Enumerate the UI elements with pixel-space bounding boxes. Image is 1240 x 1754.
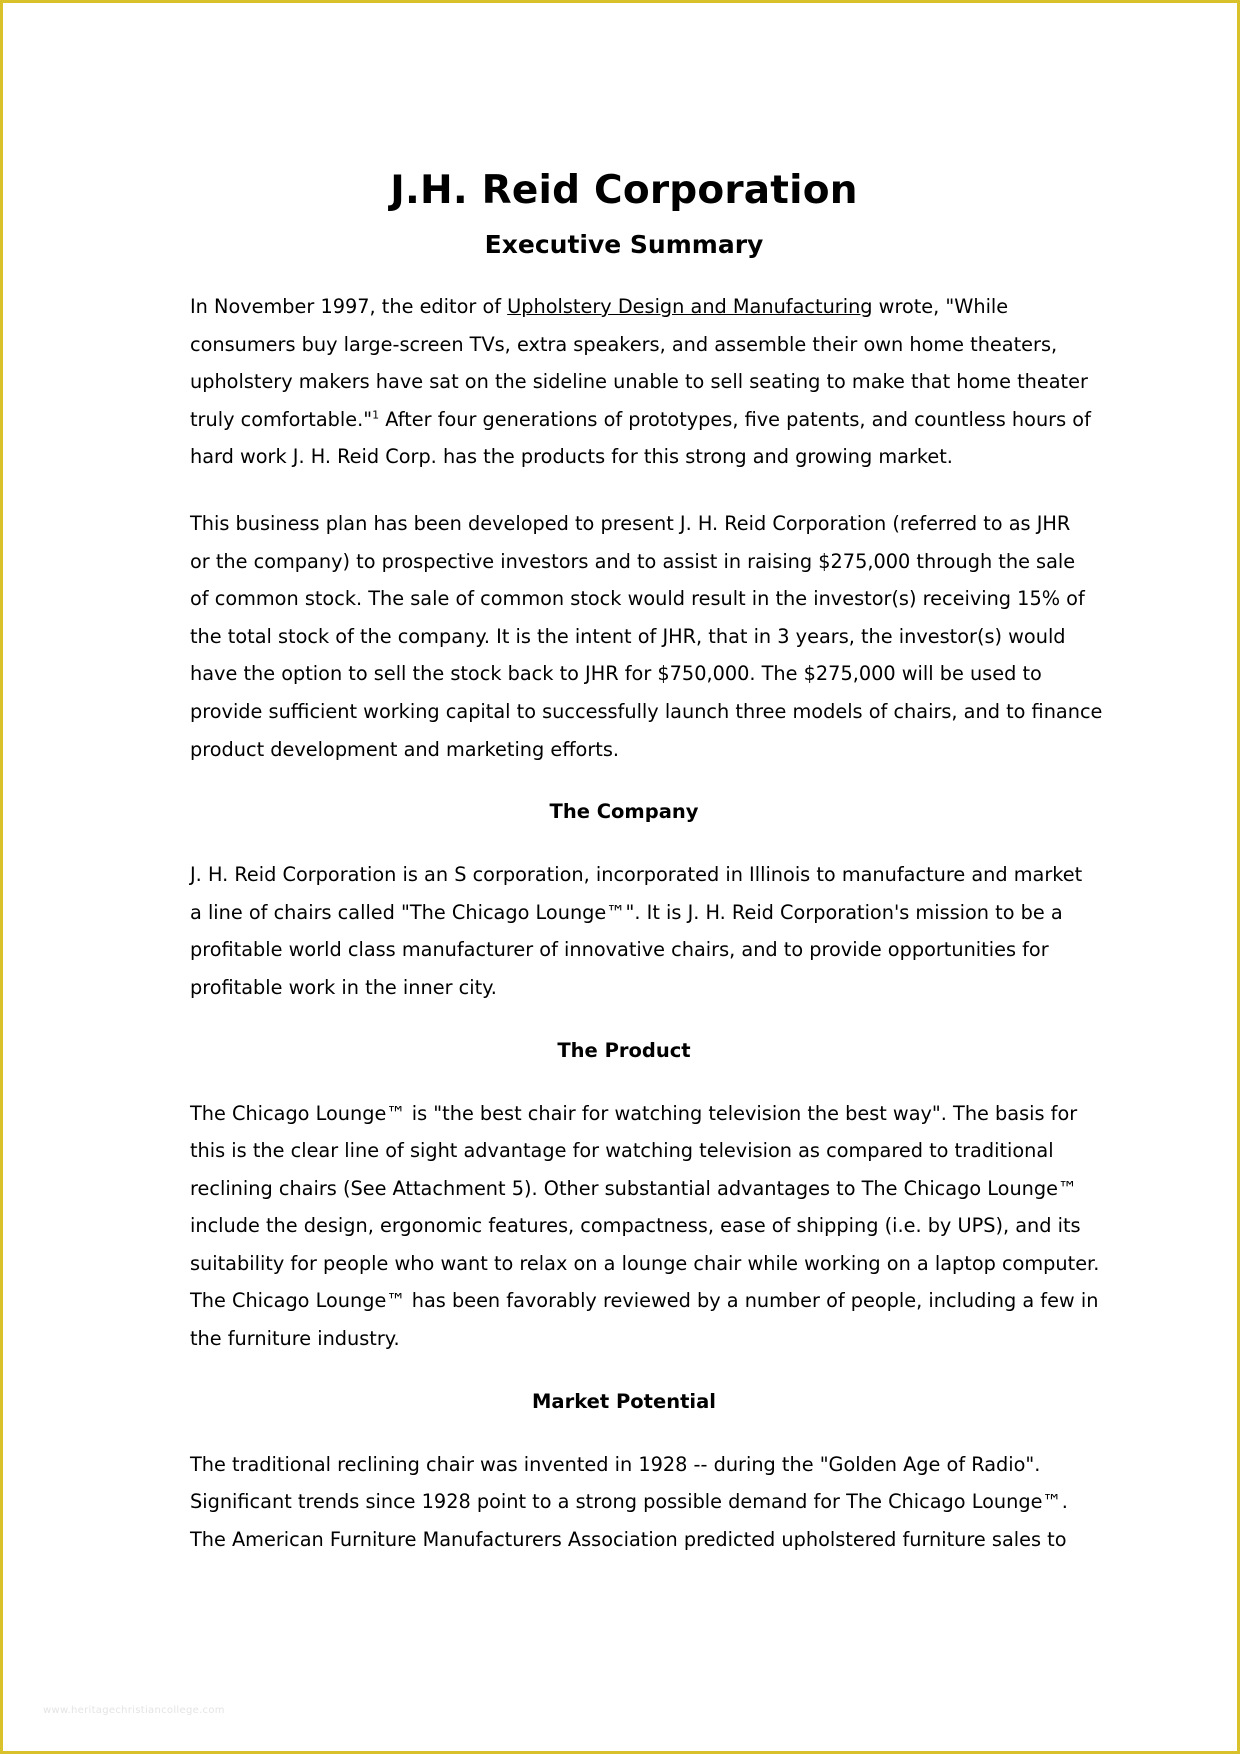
- paragraph-line: The American Furniture Manufacturers Association predicted upholstered furniture sales to: [190, 1527, 1067, 1551]
- paragraph-line: provide sufficient working capital to successfully launch three models of chairs, and to finance: [190, 699, 1103, 723]
- intro-line: hard work J. H. Reid Corp. has the products for this strong and growing market.: [190, 445, 953, 469]
- paragraph-line: The traditional reclining chair was invented in 1928 -- during the "Golden Age of Radio".: [190, 1452, 1041, 1476]
- document-subtitle: Executive Summary: [484, 230, 764, 259]
- market-paragraph: [190, 1446, 1068, 1559]
- paragraph-line: have the option to sell the stock back to JHR for $750,000. The $275,000 will be used to: [190, 662, 1042, 686]
- paragraph-line: a line of chairs called "The Chicago Lounge™". It is J. H. Reid Corporation's mission to be a: [190, 900, 1063, 924]
- section-heading-company: The Company: [549, 800, 699, 824]
- intro-line: consumers buy large-screen TVs, extra speakers, and assemble their own home theaters,: [190, 332, 1058, 356]
- intro-line: upholstery makers have sat on the sideline unable to sell seating to make that home theater: [190, 370, 1088, 394]
- paragraph-line: product development and marketing efforts.: [190, 737, 619, 761]
- paragraph-line: this is the clear line of sight advantage for watching television as compared to traditional: [190, 1139, 1054, 1163]
- company-paragraph: [190, 856, 1083, 1006]
- publication-title: Upholstery Design and Manufacturing: [507, 295, 873, 318]
- paragraph-line: profitable work in the inner city.: [190, 975, 497, 999]
- paragraph-line: of common stock. The sale of common stock would result in the investor(s) receiving 15% of: [190, 587, 1085, 611]
- paragraph-line: reclining chairs (See Attachment 5). Other substantial advantages to The Chicago Lounge™: [190, 1176, 1078, 1200]
- paragraph-line: or the company) to prospective investors and to assist in raising $275,000 through the sale: [190, 549, 1076, 573]
- document-title: J.H. Reid Corporation: [390, 168, 858, 213]
- paragraph-line: profitable world class manufacturer of innovative chairs, and to provide opportunities for: [190, 938, 1049, 962]
- intro-text: wrote, "While: [872, 295, 1009, 318]
- intro-text: truly comfortable.": [190, 407, 373, 431]
- paragraph-line: The Chicago Lounge™ is "the best chair for watching television the best way". The basis for: [190, 1101, 1078, 1125]
- footnote-marker: 1: [372, 408, 380, 422]
- business-plan-paragraph: [190, 505, 1103, 768]
- section-heading-market: Market Potential: [532, 1389, 716, 1413]
- paragraph-line: the furniture industry.: [190, 1327, 400, 1351]
- intro-paragraph: [190, 288, 1091, 476]
- paragraph-line: include the design, ergonomic features, compactness, ease of shipping (i.e. by UPS), and its: [190, 1214, 1081, 1238]
- watermark: www.heritagechristiancollege.com: [43, 1705, 225, 1716]
- paragraph-line: The Chicago Lounge™ has been favorably reviewed by a number of people, including a few in: [190, 1289, 1099, 1313]
- intro-text: In November 1997, the editor of: [190, 295, 508, 318]
- intro-text: After four generations of prototypes, five patents, and countless hours of: [379, 407, 1091, 431]
- paragraph-line: Significant trends since 1928 point to a strong possible demand for The Chicago Lounge™.: [190, 1490, 1068, 1514]
- paragraph-line: the total stock of the company. It is the intent of JHR, that in 3 years, the investor(s) would: [190, 624, 1066, 648]
- document-content: [190, 161, 1103, 1558]
- intro-line: [190, 288, 1058, 326]
- paragraph-line: suitability for people who want to relax on a lounge chair while working on a laptop computer.: [190, 1251, 1100, 1275]
- product-paragraph: [190, 1095, 1100, 1358]
- paragraph-line: This business plan has been developed to present J. H. Reid Corporation (referred to as JHR: [190, 511, 1071, 535]
- intro-line: [190, 401, 1091, 439]
- section-heading-product: The Product: [557, 1038, 691, 1062]
- paragraph-line: J. H. Reid Corporation is an S corporation, incorporated in Illinois to manufacture and market: [190, 863, 1083, 887]
